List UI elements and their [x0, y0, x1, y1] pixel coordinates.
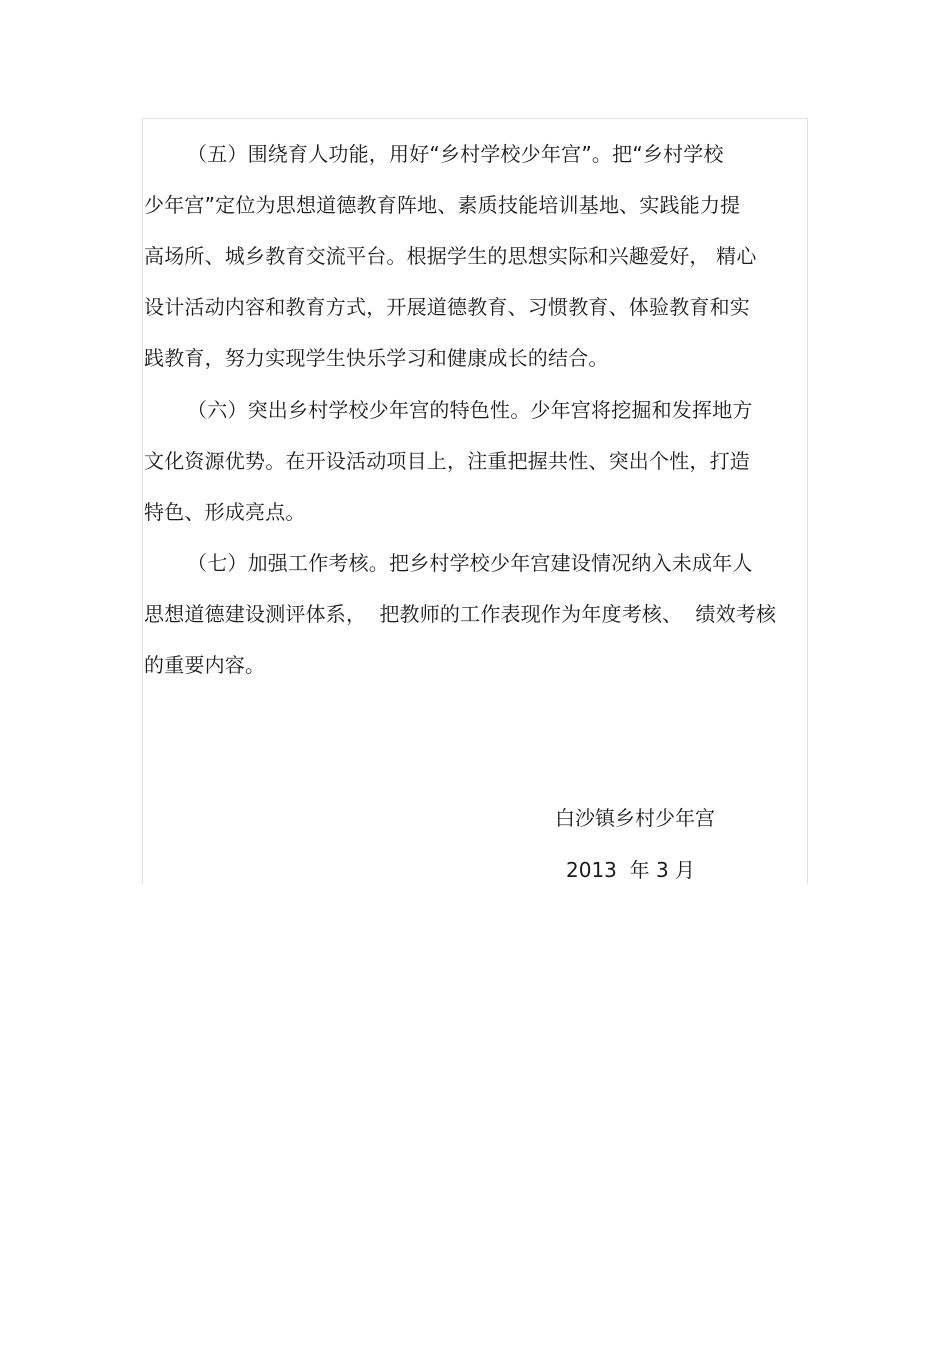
paragraph-five-line-1: （五）围绕育人功能，用好“乡村学校少年宫”。把“乡村学校: [187, 142, 724, 166]
paragraph-five-line-2: 少年宫”定位为思想道德教育阵地、素质技能培训基地、实践能力提: [144, 193, 741, 217]
paragraph-five-line-4: 设计活动内容和教育方式，开展道德教育、习惯教育、体验教育和实: [144, 295, 750, 319]
paragraph-seven-line-2: 思想道德建设测评体系， 把教师的工作表现作为年度考核、 绩效考核: [144, 602, 777, 626]
signature-organization: 白沙镇乡村少年宫: [555, 806, 715, 830]
paragraph-six-line-1: （六）突出乡村学校少年宫的特色性。少年宫将挖掘和发挥地方: [187, 398, 753, 422]
paragraph-six-line-3: 特色、形成亮点。: [144, 500, 306, 524]
paragraph-seven-line-3: 的重要内容。: [144, 653, 266, 677]
paragraph-six-line-2: 文化资源优势。在开设活动项目上，注重把握共性、突出个性，打造: [144, 449, 750, 473]
paragraph-five-line-3: 高场所、城乡教育交流平台。根据学生的思想实际和兴趣爱好， 精心: [144, 244, 757, 268]
signature-date: 2013 年 3 月: [566, 858, 696, 882]
paragraph-seven-line-1: （七）加强工作考核。把乡村学校少年宫建设情况纳入未成年人: [187, 551, 753, 575]
paragraph-five-line-5: 践教育，努力实现学生快乐学习和健康成长的结合。: [144, 346, 609, 370]
